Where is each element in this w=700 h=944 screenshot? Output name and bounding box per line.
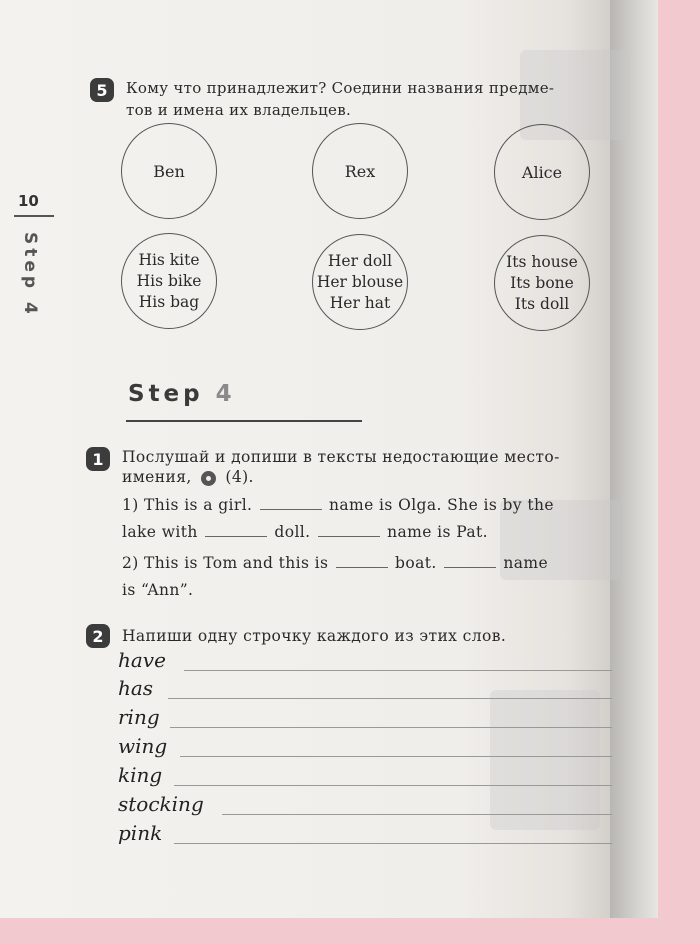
item-label: Its bone — [510, 273, 574, 292]
text-fragment: 1) This is a girl. — [122, 496, 253, 514]
task2-instruction: Напиши одну строчку каждого из этих слов. — [122, 627, 507, 645]
text-fragment: name is Olga. She is by the — [329, 496, 554, 514]
section-title-number: 4 — [215, 381, 236, 407]
task1-instruction-prefix: имения, — [122, 468, 192, 486]
task1-text-line — [122, 494, 554, 516]
task1-instruction-line1: Послушай и допиши в тексты недостающие место- — [122, 448, 560, 466]
task1-instruction-line2 — [122, 466, 254, 488]
blank-input[interactable] — [318, 536, 380, 537]
items-circle-his[interactable] — [121, 233, 217, 329]
copy-word-row — [118, 648, 612, 674]
cursive-word: has — [118, 676, 154, 700]
items-circle-its[interactable] — [494, 235, 590, 331]
owner-circle-rex[interactable] — [312, 123, 408, 219]
item-label: His bike — [136, 271, 202, 290]
item-label: Its house — [506, 252, 578, 271]
task5-instruction — [126, 77, 554, 121]
blank-input[interactable] — [444, 567, 496, 568]
copy-word-row — [118, 676, 612, 702]
copy-word-row — [118, 705, 612, 731]
writing-line[interactable] — [180, 756, 612, 757]
task5-instruction-line1: Кому что принадлежит? Соедини названия предме- — [126, 79, 555, 97]
writing-line[interactable] — [174, 843, 612, 844]
item-label: Her hat — [329, 293, 391, 312]
owner-circle-ben[interactable] — [121, 123, 217, 219]
audio-cd-icon[interactable] — [201, 471, 216, 486]
text-fragment: name is Pat. — [387, 523, 488, 541]
side-step-label: Step 4 — [20, 232, 40, 318]
writing-line[interactable] — [222, 814, 612, 815]
page-number: 10 — [18, 192, 39, 210]
task1-text-line: is “Ann”. — [122, 581, 194, 599]
text-fragment: lake with — [122, 523, 198, 541]
cursive-word: pink — [118, 821, 163, 845]
owner-name: Alice — [521, 162, 563, 182]
item-label: Its doll — [514, 294, 570, 313]
cursive-word: ring — [118, 705, 160, 729]
writing-line[interactable] — [168, 698, 612, 699]
task-number-badge: 5 — [90, 78, 114, 102]
task1-text-line — [122, 521, 488, 543]
copy-word-row — [118, 821, 612, 847]
blank-input[interactable] — [205, 536, 267, 537]
text-fragment: doll. — [274, 523, 311, 541]
copy-word-row — [118, 734, 612, 760]
section-underline — [126, 420, 362, 422]
item-label: His kite — [138, 250, 200, 269]
writing-line[interactable] — [184, 670, 612, 671]
owner-circle-alice[interactable] — [494, 124, 590, 220]
writing-line[interactable] — [174, 785, 612, 786]
item-label: Her doll — [327, 251, 393, 270]
task5-instruction-line2: тов и имена их владельцев. — [126, 101, 352, 119]
section-title-word: Step — [128, 381, 204, 407]
owner-name: Ben — [153, 161, 185, 181]
text-fragment: 2) This is Tom and this is — [122, 554, 329, 572]
item-label: His bag — [138, 292, 200, 311]
blank-input[interactable] — [260, 509, 322, 510]
copy-word-row — [118, 763, 612, 789]
text-fragment: name — [503, 554, 549, 572]
cursive-word: king — [118, 763, 163, 787]
section-title — [128, 381, 236, 407]
text-fragment: boat. — [395, 554, 437, 572]
writing-line[interactable] — [170, 727, 612, 728]
track-number: (4). — [225, 468, 254, 486]
cursive-word: stocking — [118, 792, 204, 816]
task1-text-line — [122, 552, 548, 574]
cursive-word: wing — [118, 734, 168, 758]
items-circle-her[interactable] — [312, 234, 408, 330]
task-number-badge: 2 — [86, 624, 110, 648]
blank-input[interactable] — [336, 567, 388, 568]
cursive-word: have — [118, 648, 166, 672]
side-divider — [14, 215, 54, 217]
owner-name: Rex — [344, 161, 376, 181]
task-number-badge: 1 — [86, 447, 110, 471]
item-label: Her blouse — [316, 272, 404, 291]
copy-word-row — [118, 792, 612, 818]
